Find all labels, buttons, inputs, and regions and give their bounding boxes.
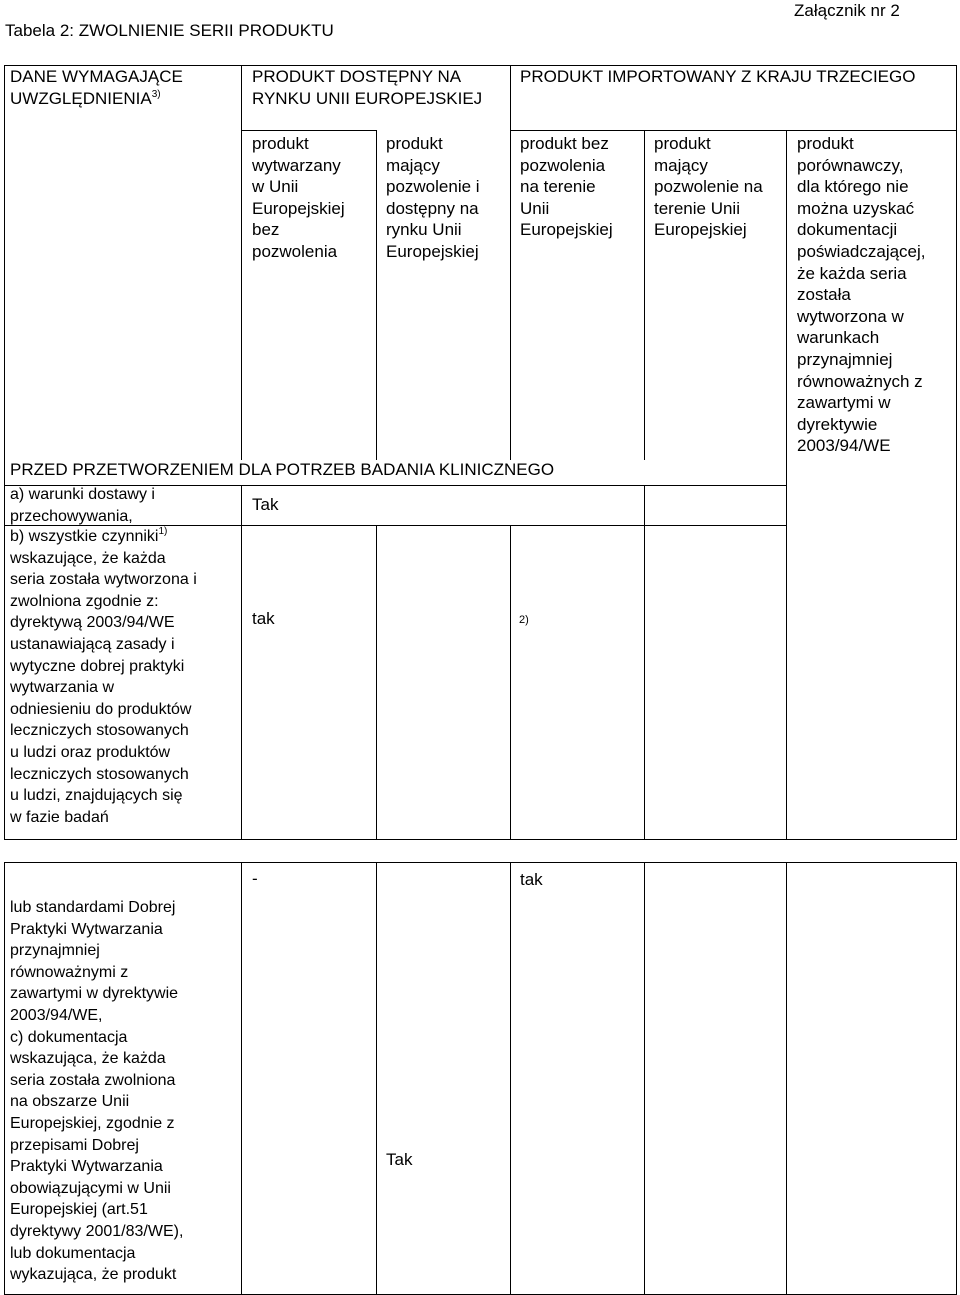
header-comparator: produkt porównawczy, dla którego nie można uzyskać dokumentacji poświadczającej, że każda seria została wytworzona w warunkach przynajmniej równoważnych z zawartymi w dyrektywie 2003/94/WE — [797, 134, 926, 456]
section-title: PRZED PRZETWORZENIEM DLA POTRZEB BADANIA KLINICZNEGO — [10, 460, 555, 479]
header-requirements — [10, 66, 238, 109]
grid-line — [510, 130, 957, 131]
header-eu-no-permit: produkt wytwarzany w Unii Europejskiej bez pozwolenia — [252, 134, 345, 261]
row-a-value: Tak — [252, 495, 279, 514]
grid-line — [510, 65, 511, 460]
grid-line — [241, 65, 242, 460]
footnote-marker: 1) — [158, 526, 168, 537]
row-c-value: Tak — [386, 1150, 413, 1169]
grid-line — [4, 862, 5, 1295]
row-b-label-prefix: b) wszystkie czynniki — [10, 528, 159, 545]
grid-line — [241, 485, 242, 840]
row-c-dash: - — [252, 869, 258, 888]
grid-line — [956, 862, 957, 1295]
footnote-marker: 3) — [151, 88, 161, 100]
row-c-tak: tak — [520, 870, 543, 889]
grid-line — [644, 862, 645, 1295]
grid-line — [376, 862, 377, 1295]
header-imp-no-permit: produkt bez pozwolenia na terenie Unii Europejskiej — [520, 134, 613, 240]
grid-line — [4, 65, 5, 840]
grid-line — [241, 130, 376, 131]
header-imp-permit: produkt mający pozwolenie na terenie Unii Europejskiej — [654, 134, 763, 240]
grid-line — [786, 862, 787, 1295]
table-title: Tabela 2: ZWOLNIENIE SERII PRODUKTU — [5, 21, 334, 40]
grid-line — [644, 130, 645, 460]
header-requirements-label: DANE WYMAGAJĄCE UWZGLĘDNIENIA — [10, 67, 183, 108]
grid-line — [376, 525, 377, 840]
grid-line — [4, 862, 957, 863]
header-eu-permit: produkt mający pozwolenie i dostępny na rynku Unii Europejskiej — [386, 134, 480, 261]
row-b-label-rest: wskazujące, że każda seria została wytworzona i zwolniona zgodnie z: dyrektywą 2003/94/WE ustanawiającą zasady i wytyczne dobrej praktyki wytwarzania w odniesieniu do produktów leczniczych stosowanych u ludzi oraz produktów leczniczych stosowanych u ludzi, znajdujących się w fazie badań — [10, 549, 197, 826]
grid-line — [956, 65, 957, 840]
row-c-label: lub standardami Dobrej Praktyki Wytwarzania przynajmniej równoważnymi z zawartymi w dyrektywie 2003/94/WE, c) dokumentacja wskazująca, że każda seria została zwolniona na obszarze Unii Europejskiej, zgodnie z przepisami Dobrej Praktyki Wytwarzania obowiązującymi w Unii Europejskiej (art.51 dyrektywy 2001/83/WE), lub dokumentacja wykazująca, że produkt — [10, 899, 184, 1284]
footnote-marker: 2) — [519, 614, 529, 626]
annex-label: Załącznik nr 2 — [794, 1, 900, 20]
grid-line — [4, 839, 957, 840]
grid-line — [376, 130, 377, 460]
grid-line — [644, 485, 645, 840]
row-a-label: a) warunki dostawy i przechowywania, — [10, 486, 155, 525]
grid-line — [241, 862, 242, 1295]
row-b-value: tak — [252, 609, 275, 628]
grid-line — [510, 525, 511, 840]
header-imported: PRODUKT IMPORTOWANY Z KRAJU TRZECIEGO — [520, 67, 916, 86]
row-b-label — [10, 526, 238, 828]
grid-line — [510, 862, 511, 1295]
header-eu-market: PRODUKT DOSTĘPNY NA RYNKU UNII EUROPEJSKIEJ — [252, 67, 483, 108]
